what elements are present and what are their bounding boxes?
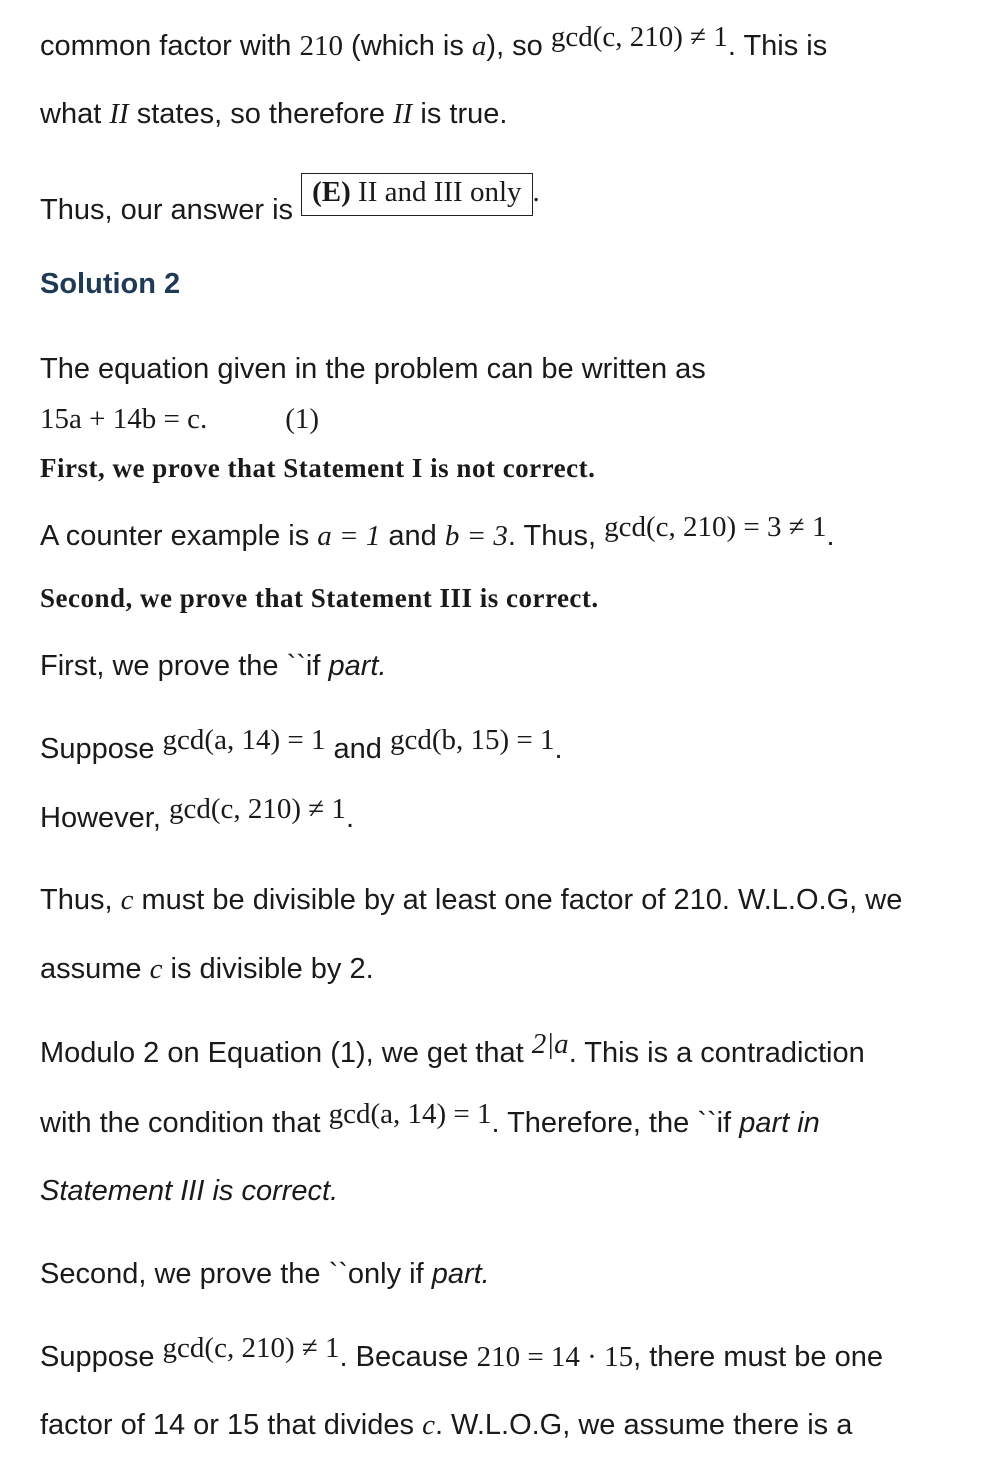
math-variable: a — [471, 30, 487, 62]
text: states, so therefore — [128, 98, 394, 130]
text: and — [325, 733, 390, 765]
math-variable: c — [149, 953, 163, 985]
text: Suppose — [40, 733, 163, 765]
text: Thus, — [40, 884, 121, 916]
answer-line — [40, 176, 540, 234]
italic-text: part. — [328, 650, 387, 682]
text: factor of 14 or 15 that divides — [40, 1409, 423, 1441]
answer-suffix: . — [532, 176, 540, 208]
only-if-line — [40, 1258, 490, 1291]
text: assume — [40, 953, 150, 985]
math-number: 210 — [299, 30, 343, 62]
suppose-line-1 — [40, 724, 563, 766]
text: A counter example is — [40, 520, 318, 552]
text: common factor with — [40, 30, 300, 62]
intro-line: The equation given in the problem can be written as — [40, 353, 706, 385]
equation-label: (1) — [285, 403, 320, 435]
divisible-line — [40, 884, 902, 917]
math-gcd-expression: gcd(a, 14) = 1 — [328, 1098, 492, 1130]
paragraph-line — [40, 98, 507, 131]
math-variable: c — [120, 884, 134, 916]
text: is true. — [412, 98, 508, 130]
paragraph-line — [40, 21, 828, 63]
math-gcd-expression: gcd(b, 15) = 1 — [389, 724, 555, 756]
text: must be divisible by at least one factor of 210. W.L.O.G, we — [133, 884, 903, 916]
math-gcd-expression: gcd(c, 210) = 3 ≠ 1 — [604, 511, 827, 543]
math-gcd-expression: gcd(c, 210) ≠ 1 — [168, 793, 346, 825]
text: (which is — [342, 30, 472, 62]
math-roman: II — [109, 98, 129, 130]
equation-line — [40, 403, 319, 436]
text: . — [345, 802, 354, 834]
text: . Therefore, the ``if — [491, 1107, 740, 1139]
text: . — [826, 520, 835, 552]
math-divides: 2|a — [531, 1028, 569, 1060]
text: . Thus, — [507, 520, 605, 552]
however-line — [40, 793, 354, 835]
modulo-line — [40, 1028, 865, 1070]
text: . Because — [339, 1341, 477, 1373]
math-roman: II — [393, 98, 413, 130]
text: and — [380, 520, 445, 552]
equation: 15a + 14b = c. — [40, 403, 208, 435]
statement-correct-line: Statement III is correct. — [40, 1175, 339, 1207]
text: . W.L.O.G, we assume there is a — [434, 1409, 853, 1441]
suppose-line-2 — [40, 1332, 883, 1374]
counter-example-line — [40, 511, 835, 553]
math-gcd-expression: gcd(c, 210) ≠ 1 — [162, 1332, 340, 1364]
math-variable: c — [422, 1409, 435, 1441]
answer-choice-text: II and III only — [350, 176, 522, 208]
text: Second, we prove the ``only if — [40, 1258, 432, 1290]
math-expression: b = 3 — [444, 520, 508, 552]
text: what — [40, 98, 110, 130]
math-expression: 210 = 14 · 15 — [476, 1341, 634, 1373]
claim-statement-3: Second, we prove that Statement III is correct. — [40, 583, 599, 613]
text: . — [554, 733, 563, 765]
answer-box — [301, 173, 532, 216]
math-gcd-expression: gcd(c, 210) ≠ 1 — [550, 21, 728, 53]
text: with the condition that — [40, 1107, 329, 1139]
text: Modulo 2 on Equation (1), we get that — [40, 1037, 532, 1069]
condition-line — [40, 1098, 820, 1140]
text: However, — [40, 802, 169, 834]
text: , there must be one — [633, 1341, 883, 1373]
italic-text: part in — [739, 1107, 820, 1139]
answer-choice-letter: (E) — [312, 176, 351, 208]
claim-statement-1: First, we prove that Statement I is not correct. — [40, 453, 596, 483]
if-part-line — [40, 650, 387, 683]
text: . This is a contradiction — [568, 1037, 865, 1069]
text: is divisible by 2. — [162, 953, 374, 985]
italic-text: part. — [431, 1258, 490, 1290]
section-heading: Solution 2 — [40, 268, 181, 300]
math-gcd-expression: gcd(a, 14) = 1 — [162, 724, 326, 756]
answer-prefix: Thus, our answer is — [40, 194, 302, 226]
text: . This is — [727, 30, 828, 62]
text: Suppose — [40, 1341, 163, 1373]
factor-line — [40, 1409, 852, 1442]
math-expression: a = 1 — [317, 520, 381, 552]
assume-line — [40, 953, 374, 986]
text: ), so — [486, 30, 551, 62]
text: First, we prove the ``if — [40, 650, 329, 682]
